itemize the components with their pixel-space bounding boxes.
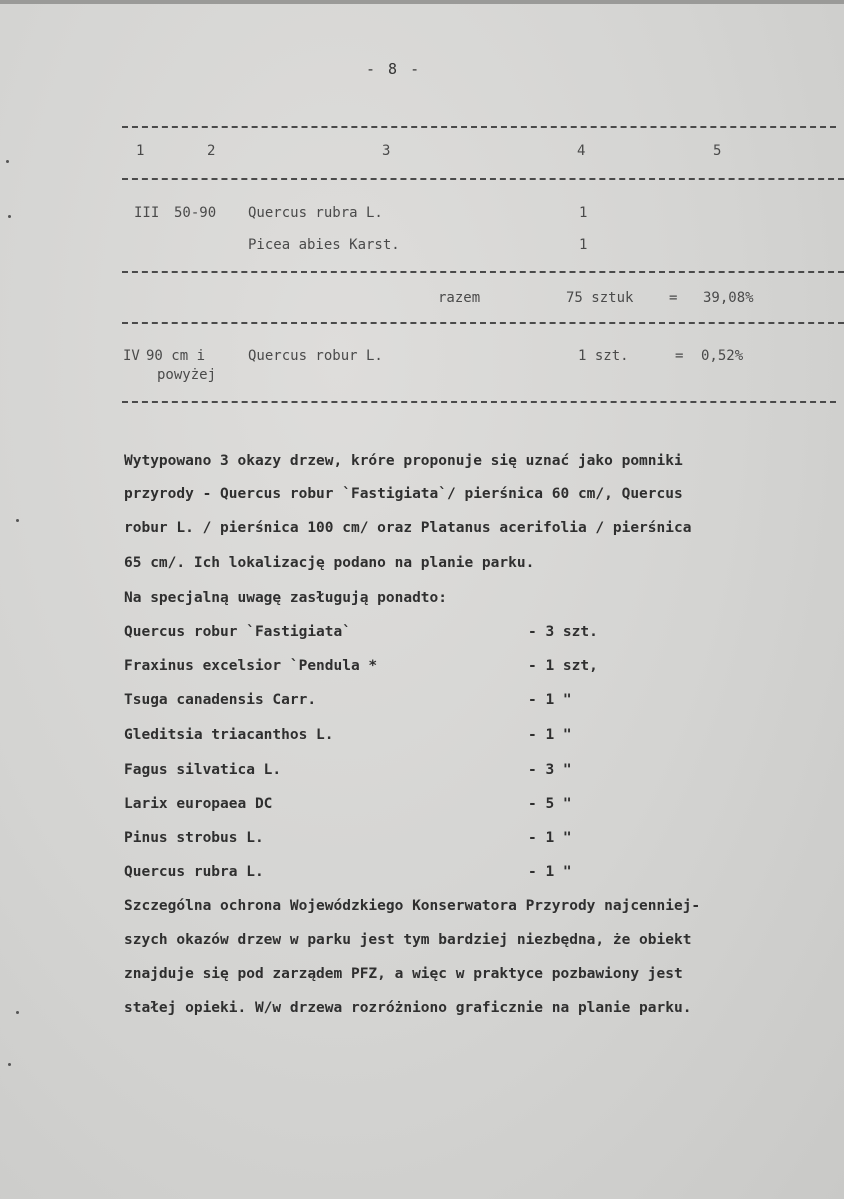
table-rule-top	[122, 126, 836, 128]
page-number: - 8 -	[366, 60, 422, 78]
table-class-iii: III	[134, 205, 160, 221]
table-species: Quercus robur L.	[248, 348, 383, 364]
list-item-count: - 1 "	[528, 692, 572, 708]
list-item-count: - 5 "	[528, 796, 572, 812]
list-item-name: Pinus strobus L.	[124, 830, 264, 846]
table-range-iii: 50-90	[174, 205, 217, 221]
paragraph-line: Szczególna ochrona Wojewódzkiego Konserwatora Przyrody najcenniej-	[124, 898, 701, 914]
table-count: 1	[579, 237, 588, 253]
list-item-count: - 1 szt,	[528, 658, 598, 674]
subtotal-amount: 75 sztuk	[566, 290, 634, 306]
scan-speck	[6, 160, 9, 163]
list-item-count: - 1 "	[528, 830, 572, 846]
scan-speck	[8, 215, 11, 218]
table-range-iv-continued: powyżej	[157, 367, 217, 383]
table-rule-bottom	[122, 401, 836, 403]
subtotal-percent: 39,08%	[703, 290, 754, 306]
table-header-col5: 5	[713, 143, 722, 159]
paragraph-line: Wytypowano 3 okazy drzew, króre proponuje się uznać jako pomniki	[124, 453, 683, 469]
special-heading: Na specjalną uwagę zasługują ponadto:	[124, 590, 448, 606]
table-count: 1	[579, 205, 588, 221]
table-species: Picea abies Karst.	[248, 237, 400, 253]
list-item-name: Gleditsia triacanthos L.	[124, 727, 334, 743]
table-header-col4: 4	[577, 143, 586, 159]
paragraph-line: znajduje się pod zarządem PFZ, a więc w praktyce pozbawiony jest	[124, 966, 683, 982]
table-rule-group-iii-bottom	[122, 271, 844, 273]
scan-speck	[8, 1063, 11, 1066]
table-header-col3: 3	[382, 143, 391, 159]
paragraph-line: 65 cm/. Ich lokalizację podano na planie parku.	[124, 555, 535, 571]
list-item-count: - 1 "	[528, 864, 572, 880]
list-item-name: Fagus silvatica L.	[124, 762, 282, 778]
table-rule-header-bottom	[122, 178, 844, 180]
table-rule-subtotal-bottom	[122, 322, 844, 324]
table-species: Quercus rubra L.	[248, 205, 383, 221]
list-item-count: - 3 szt.	[528, 624, 598, 640]
table-header-col2: 2	[207, 143, 216, 159]
table-percent: 0,52%	[701, 348, 744, 364]
table-range-iv: 90 cm i	[146, 348, 206, 364]
table-class-iv: IV	[123, 348, 140, 364]
table-header-col1: 1	[136, 143, 145, 159]
paragraph-line: stałej opieki. W/w drzewa rozróżniono graficznie na planie parku.	[124, 1000, 692, 1016]
list-item-count: - 3 "	[528, 762, 572, 778]
paragraph-line: szych okazów drzew w parku jest tym bardziej niezbędna, że obiekt	[124, 932, 692, 948]
scan-top-edge	[0, 0, 844, 4]
scan-speck	[16, 1011, 19, 1014]
table-equals: =	[675, 348, 684, 364]
list-item-name: Larix europaea DC	[124, 796, 273, 812]
subtotal-label: razem	[438, 290, 481, 306]
subtotal-equals: =	[669, 290, 678, 306]
scan-speck	[16, 519, 19, 522]
list-item-name: Tsuga canadensis Carr.	[124, 692, 317, 708]
list-item-name: Fraxinus excelsior `Pendula *	[124, 658, 378, 674]
paragraph-line: przyrody - Quercus robur `Fastigiata`/ pierśnica 60 cm/, Quercus	[124, 486, 683, 502]
list-item-name: Quercus rubra L.	[124, 864, 264, 880]
paragraph-line: robur L. / pierśnica 100 cm/ oraz Platanus acerifolia / pierśnica	[124, 520, 692, 536]
list-item-count: - 1 "	[528, 727, 572, 743]
table-count: 1 szt.	[578, 348, 629, 364]
list-item-name: Quercus robur `Fastigiata`	[124, 624, 351, 640]
